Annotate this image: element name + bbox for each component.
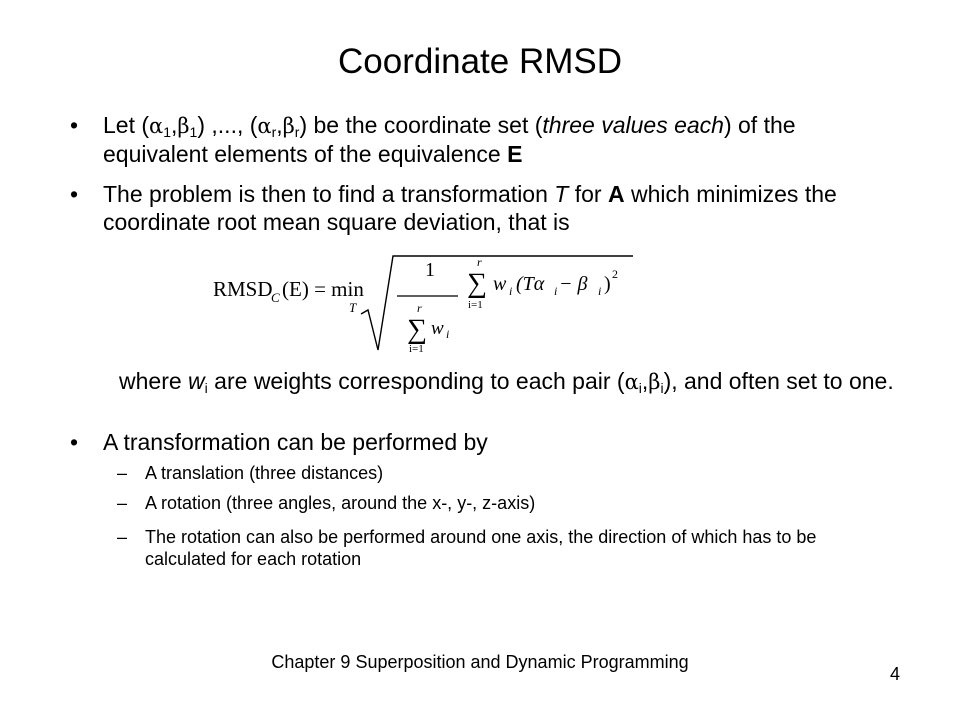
- dash-marker: –: [117, 527, 128, 547]
- num-sum-i1: i=1: [468, 299, 483, 311]
- formula-min: (E) = min: [282, 277, 364, 301]
- sub-bullet-translation: [117, 462, 897, 484]
- formula-subscript-c: C: [271, 290, 280, 305]
- formula-rmsd: RMSD: [213, 277, 273, 301]
- num-close: ): [604, 273, 611, 295]
- dash-marker: –: [117, 493, 128, 513]
- sub-bullet-text: A rotation (three angles, around the x-, y-, z-axis): [145, 493, 536, 513]
- sub-bullet-axis-rotation: [117, 526, 897, 570]
- formula-one: 1: [425, 259, 435, 281]
- num-w: w: [493, 273, 507, 295]
- den-w: w: [431, 318, 444, 339]
- sub-bullet-text: The rotation can also be performed around one axis, the direction of which has to be calculated for each rotation: [145, 527, 817, 569]
- sub-bullet-text: A translation (three distances): [145, 463, 384, 483]
- den-i: i: [446, 327, 450, 341]
- square-root-sign: [361, 256, 633, 350]
- formula-min-sub-t: T: [349, 300, 357, 315]
- sub-bullet-rotation: [117, 492, 897, 514]
- bullet-problem: [70, 180, 900, 236]
- slide-title: Coordinate RMSD: [338, 42, 622, 81]
- num-minus-beta: − β: [559, 273, 588, 295]
- bullet-text: The problem is then to find a transformation T for A which minimizes the coordinate root mean square deviation, that is: [103, 181, 837, 235]
- num-beta-i: i: [598, 284, 602, 298]
- num-square: 2: [612, 267, 618, 281]
- num-i: i: [509, 284, 513, 298]
- bullet-transformation: [70, 428, 900, 456]
- dash-marker: –: [117, 463, 128, 483]
- slide-footer: Chapter 9 Superposition and Dynamic Programming: [271, 652, 689, 672]
- where-paragraph: where $w_i$ are weights corresponding to each pair $(\alpha_i,\beta_i)$, and often set to one.: [119, 368, 894, 396]
- page-number: 4: [890, 664, 901, 684]
- bullet-dot: •: [70, 429, 79, 455]
- num-alpha-i: i: [554, 284, 558, 298]
- rmsd-formula: [213, 252, 633, 357]
- den-sum-r: r: [417, 301, 422, 315]
- den-sum-i1: i=1: [409, 343, 424, 355]
- num-sigma: ∑: [467, 268, 487, 299]
- num-t-alpha: (Tα: [516, 273, 545, 295]
- bullet-coordinate-set: [70, 111, 900, 168]
- num-sum-r: r: [477, 255, 482, 269]
- bullet-dot: •: [70, 112, 79, 138]
- bullet-text: A transformation can be performed by: [103, 429, 488, 455]
- den-sigma: ∑: [407, 314, 427, 345]
- bullet-text: Let $(\alpha_1,\beta_1)$ ,..., $(\alpha_r,\beta_r)$ be the coordinate set (three values each) of the equivalent elements of the equivalence E: [103, 112, 796, 167]
- bullet-dot: •: [70, 181, 79, 207]
